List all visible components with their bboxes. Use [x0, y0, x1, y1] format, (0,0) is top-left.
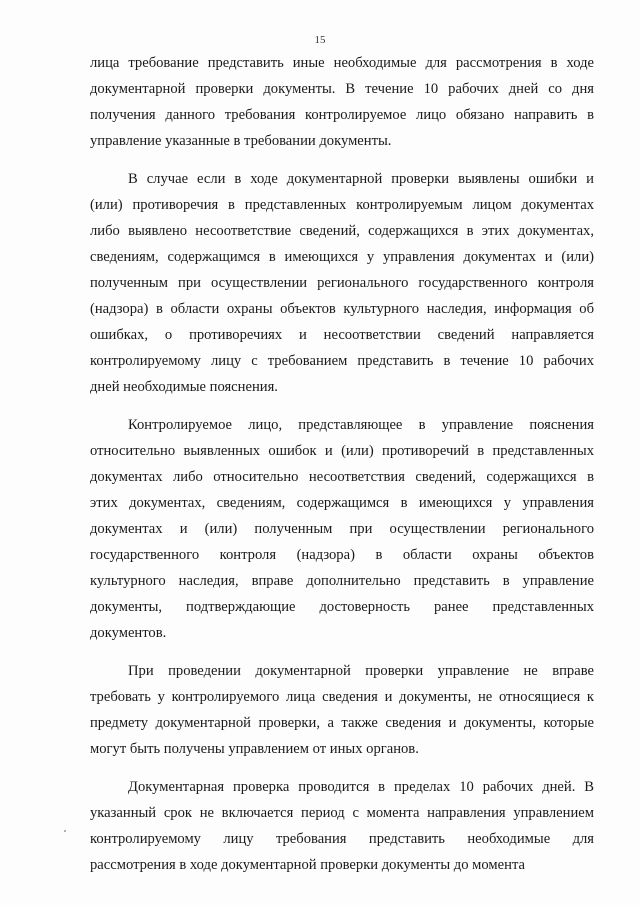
text-line: относительно выявленных ошибок и (или) противоречий в представленных — [90, 443, 594, 459]
text-line: документов. — [90, 625, 167, 641]
paragraph — [90, 166, 594, 400]
text-line: Документарная проверка проводится в пределах 10 рабочих дней. В — [128, 779, 594, 795]
text-line: либо выявлено несоответствие сведений, содержащихся в этих документах, — [90, 223, 594, 239]
text-line: документы, подтверждающие достоверность ранее представленных — [90, 599, 594, 615]
text-line: сведениям, содержащимся в имеющихся у управления документах и (или) — [90, 249, 594, 265]
text-line: рассмотрения в ходе документарной проверки документы до момента — [90, 857, 525, 873]
text-line: получения данного требования контролируемое лицо обязано направить в — [90, 107, 594, 123]
text-line: При проведении документарной проверки управление не вправе — [128, 663, 594, 679]
text-line: предмету документарной проверки, а также сведения и документы, которые — [90, 715, 594, 731]
text-line: культурного наследия, вправе дополнительно представить в управление — [90, 573, 594, 589]
text-line: документах либо относительно несоответствия сведений, содержащихся в — [90, 469, 594, 485]
text-line: контролируемому лицу требования представить необходимые для — [90, 831, 594, 847]
scan-artifact — [64, 830, 66, 832]
paragraph — [90, 50, 594, 154]
text-line: документарной проверки документы. В течение 10 рабочих дней со дня — [90, 81, 594, 97]
paragraph — [90, 412, 594, 646]
text-line: могут быть получены управлением от иных органов. — [90, 741, 419, 757]
text-line: лица требование представить иные необходимые для рассмотрения в ходе — [90, 55, 594, 71]
text-line: дней необходимые пояснения. — [90, 379, 278, 395]
text-line: указанный срок не включается период с момента направления управлением — [90, 805, 594, 821]
text-line: контролируемому лицу с требованием представить в течение 10 рабочих — [90, 353, 594, 369]
text-line: полученным при осуществлении регионального государственного контроля — [90, 275, 594, 291]
paragraph — [90, 774, 594, 878]
text-line: Контролируемое лицо, представляющее в управление пояснения — [128, 417, 594, 433]
text-line: этих документах, сведениям, содержащимся в имеющихся у управления — [90, 495, 594, 511]
text-line: (или) противоречия в представленных контролируемым лицом документах — [90, 197, 594, 213]
text-line: (надзора) в области охраны объектов культурного наследия, информация об — [90, 301, 594, 317]
text-line: требовать у контролируемого лица сведения и документы, не относящиеся к — [90, 689, 594, 705]
text-line: управление указанные в требовании документы. — [90, 133, 392, 149]
text-line: государственного контроля (надзора) в области охраны объектов — [90, 547, 594, 563]
text-line: В случае если в ходе документарной проверки выявлены ошибки и — [128, 171, 594, 187]
document-body — [90, 50, 594, 878]
text-line: ошибках, о противоречиях и несоответствии сведений направляется — [90, 327, 594, 343]
page-number: 15 — [314, 34, 326, 46]
text-line: документах и (или) полученным при осуществлении регионального — [90, 521, 594, 537]
paragraph — [90, 658, 594, 762]
